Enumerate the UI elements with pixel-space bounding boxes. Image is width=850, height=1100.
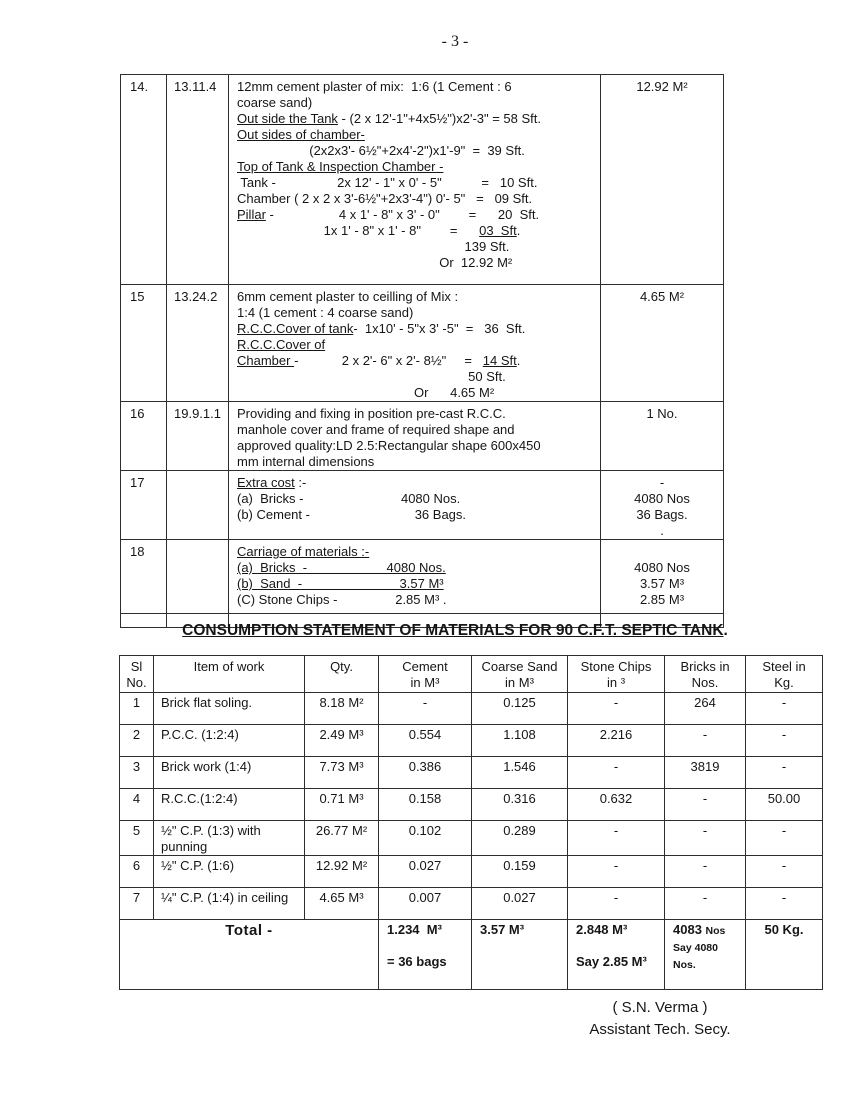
description-cell: Providing and fixing in position pre-cast R.C.C. manhole cover and frame of required shape and approved quality:LD 2.5:Rectangular shape 600x450 mm internal dimensions xyxy=(229,402,601,471)
qty-cell: 1 No. xyxy=(601,402,724,471)
col-header-bricks: Bricks in Nos. xyxy=(665,656,746,693)
chips-cell: - xyxy=(568,821,665,856)
table-row xyxy=(121,285,724,402)
sand-cell: 0.125 xyxy=(472,693,568,725)
table-row xyxy=(120,856,823,888)
bricks-cell: 264 xyxy=(665,693,746,725)
chips-cell: - xyxy=(568,757,665,789)
sand-cell: 0.159 xyxy=(472,856,568,888)
qty-cell: 2.49 M³ xyxy=(305,725,379,757)
steel-cell: - xyxy=(746,757,823,789)
sl-cell: 18 xyxy=(121,540,167,614)
sl-cell: 1 xyxy=(120,693,154,725)
table-row xyxy=(121,471,724,540)
header-row xyxy=(120,656,823,693)
chips-cell: - xyxy=(568,888,665,920)
qty-cell: 12.92 M² xyxy=(305,856,379,888)
sand-cell: 1.108 xyxy=(472,725,568,757)
sand-cell: 0.027 xyxy=(472,888,568,920)
col-header-item: Item of work xyxy=(154,656,305,693)
bricks-cell: - xyxy=(665,856,746,888)
qty-cell: 0.71 M³ xyxy=(305,789,379,821)
cement-cell: 0.554 xyxy=(379,725,472,757)
chips-cell: 2.216 xyxy=(568,725,665,757)
cement-cell: 0.027 xyxy=(379,856,472,888)
code-cell: 19.9.1.1 xyxy=(167,402,229,471)
total-sand-cell: 3.57 M³ xyxy=(472,920,568,990)
table-row xyxy=(120,821,823,856)
sl-cell: 6 xyxy=(120,856,154,888)
steel-cell: - xyxy=(746,821,823,856)
signature-block xyxy=(515,997,805,1041)
cement-cell: - xyxy=(379,693,472,725)
steel-cell: - xyxy=(746,693,823,725)
heading-text: CONSUMPTION STATEMENT OF MATERIALS FOR 90 C.F.T. SEPTIC TANK xyxy=(182,622,724,639)
table-row xyxy=(120,888,823,920)
signature-title: Assistant Tech. Secy. xyxy=(589,1021,731,1038)
total-cement-cell: 1.234 M³ = 36 bags xyxy=(379,920,472,990)
sl-cell: 3 xyxy=(120,757,154,789)
description-cell: Extra cost :- (a) Bricks - 4080 Nos. (b) Cement - 36 Bags. xyxy=(229,471,601,540)
total-label: Total - xyxy=(120,920,379,990)
table-row xyxy=(120,693,823,725)
sl-cell: 16 xyxy=(121,402,167,471)
page-number: - 3 - xyxy=(441,33,469,50)
code-cell xyxy=(167,471,229,540)
qty-cell: 12.92 M² xyxy=(601,75,724,285)
col-header-cement: Cement in M³ xyxy=(379,656,472,693)
qty-cell: 4.65 M³ xyxy=(305,888,379,920)
table-row xyxy=(120,757,823,789)
steel-cell: - xyxy=(746,888,823,920)
sand-cell: 0.289 xyxy=(472,821,568,856)
cement-cell: 0.158 xyxy=(379,789,472,821)
col-header-steel: Steel in Kg. xyxy=(746,656,823,693)
chips-cell: - xyxy=(568,693,665,725)
item-cell: R.C.C.(1:2:4) xyxy=(154,789,305,821)
description-cell: 6mm cement plaster to ceilling of Mix : 1:4 (1 cement : 4 coarse sand) R.C.C.Cover of tank- 1x10' - 5"x 3' -5" = 36 Sft. R.C.C.Cover of Chamber - 2 x 2'- 6" x 2'- 8½" = 14 Sft. 50 Sft. Or 4.65 M² xyxy=(229,285,601,402)
sl-cell: 2 xyxy=(120,725,154,757)
sl-cell: 4 xyxy=(120,789,154,821)
steel-cell: - xyxy=(746,725,823,757)
sl-cell: 17 xyxy=(121,471,167,540)
description-cell: 12mm cement plaster of mix: 1:6 (1 Cement : 6 coarse sand) Out side the Tank - (2 x 12'-1"+4x5½")x2'-3" = 58 Sft. Out sides of chamber- (2x2x3'- 6½"+2x4'-2")x1'-9" = 39 Sft. Top of Tank & Inspection Chamber - Tank - 2x 12' - 1" x 0' - 5" = 10 Sft. Chamber ( 2 x 2 x 3'-6½"+2x3'-4") 0'- 5" = 09 Sft. Pillar - 4 x 1' - 8" x 3' - 0" = 20 Sft. 1x 1' - 8" x 1' - 8" = 03 Sft. 139 Sft. Or 12.92 M² xyxy=(229,75,601,285)
item-cell: ½" C.P. (1:6) xyxy=(154,856,305,888)
sl-cell: 14. xyxy=(121,75,167,285)
sand-cell: 0.316 xyxy=(472,789,568,821)
section-heading xyxy=(120,622,790,640)
qty-cell: - 4080 Nos 36 Bags. . xyxy=(601,471,724,540)
table-row xyxy=(121,75,724,285)
item-cell: Brick flat soling. xyxy=(154,693,305,725)
chips-cell: - xyxy=(568,856,665,888)
item-cell: ½" C.P. (1:3) with punning xyxy=(154,821,305,856)
qty-cell: 8.18 M² xyxy=(305,693,379,725)
table-row xyxy=(120,725,823,757)
total-chips-cell: 2.848 M³ Say 2.85 M³ xyxy=(568,920,665,990)
sl-cell: 5 xyxy=(120,821,154,856)
total-bricks-cell: 4083 Nos Say 4080 Nos. xyxy=(665,920,746,990)
sand-cell: 1.546 xyxy=(472,757,568,789)
item-cell: ¼" C.P. (1:4) in ceiling xyxy=(154,888,305,920)
col-header-coarse-sand: Coarse Sand in M³ xyxy=(472,656,568,693)
qty-cell: 4080 Nos 3.57 M³ 2.85 M³ xyxy=(601,540,724,614)
bricks-cell: 3819 xyxy=(665,757,746,789)
cement-cell: 0.007 xyxy=(379,888,472,920)
items-table xyxy=(120,74,724,628)
chips-cell: 0.632 xyxy=(568,789,665,821)
cement-cell: 0.102 xyxy=(379,821,472,856)
bricks-cell: - xyxy=(665,789,746,821)
description-cell: Carriage of materials :- (a) Bricks - 4080 Nos. (b) Sand - 3.57 M³ (C) Stone Chips - 2.85 M³ . xyxy=(229,540,601,614)
col-header-sl: Sl No. xyxy=(120,656,154,693)
total-row xyxy=(120,920,823,990)
consumption-table xyxy=(119,655,823,990)
total-steel-cell: 50 Kg. xyxy=(746,920,823,990)
col-header-stone-chips: Stone Chips in ³ xyxy=(568,656,665,693)
cement-cell: 0.386 xyxy=(379,757,472,789)
qty-cell: 26.77 M² xyxy=(305,821,379,856)
code-cell xyxy=(167,540,229,614)
item-cell: P.C.C. (1:2:4) xyxy=(154,725,305,757)
item-cell: Brick work (1:4) xyxy=(154,757,305,789)
col-header-qty: Qty. xyxy=(305,656,379,693)
code-cell: 13.24.2 xyxy=(167,285,229,402)
sl-cell: 15 xyxy=(121,285,167,402)
table-row xyxy=(121,402,724,471)
bricks-cell: - xyxy=(665,821,746,856)
bricks-cell: - xyxy=(665,888,746,920)
table-row xyxy=(121,540,724,614)
code-cell: 13.11.4 xyxy=(167,75,229,285)
steel-cell: 50.00 xyxy=(746,789,823,821)
qty-cell: 4.65 M² xyxy=(601,285,724,402)
bricks-cell: - xyxy=(665,725,746,757)
steel-cell: - xyxy=(746,856,823,888)
sl-cell: 7 xyxy=(120,888,154,920)
signature-name: ( S.N. Verma ) xyxy=(612,999,708,1016)
heading-period: . xyxy=(723,622,728,639)
table-row xyxy=(120,789,823,821)
qty-cell: 7.73 M³ xyxy=(305,757,379,789)
